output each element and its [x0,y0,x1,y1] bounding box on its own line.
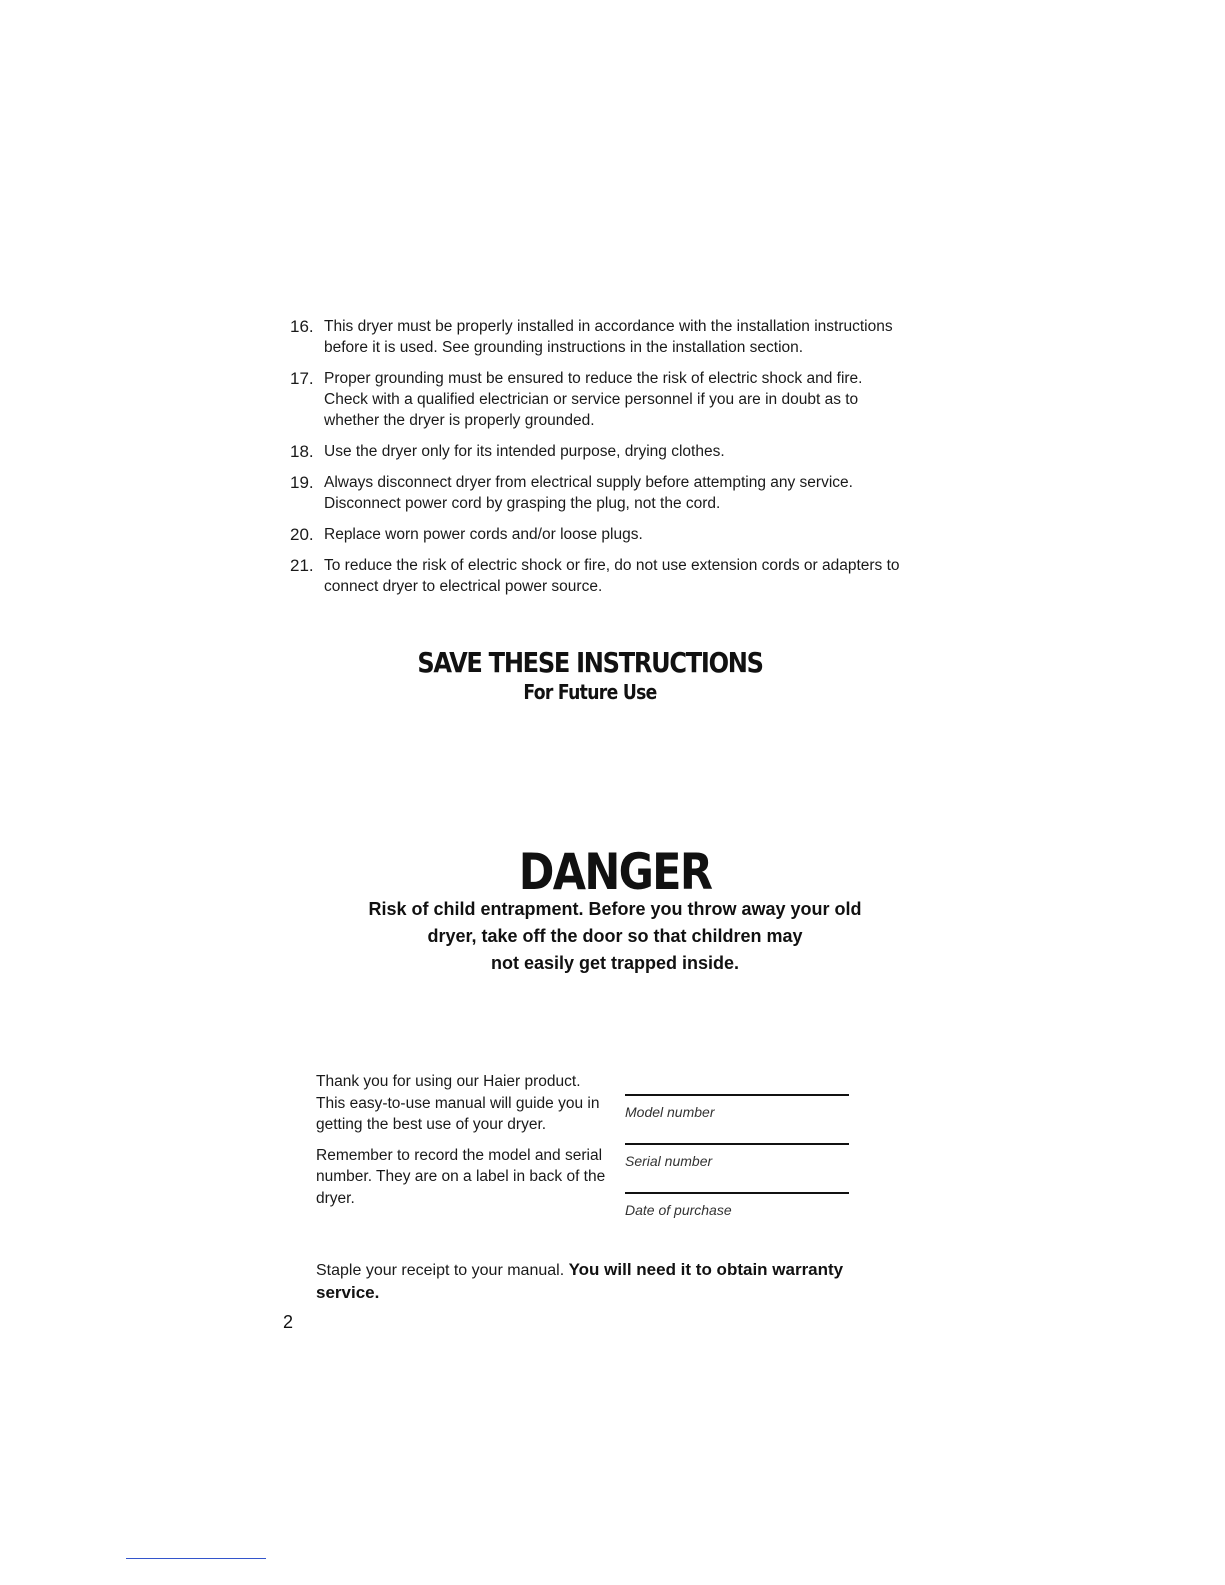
date-of-purchase-label: Date of purchase [625,1202,732,1218]
safety-instructions-list [290,316,910,607]
receipt-note-text: Staple your receipt to your manual. [316,1262,565,1279]
instruction-number: 19. [290,473,314,492]
instruction-text: Proper grounding must be ensured to reduce the risk of electric shock and fire. Check with a qualified electrician or service personnel if you are in doubt as to whether the dryer is properly grounded. [324,370,863,429]
danger-warning-text [300,896,930,977]
instruction-item [290,524,910,545]
thank-you-block [316,1071,606,1218]
date-of-purchase-field [625,1192,849,1241]
instruction-item [290,316,910,358]
save-instructions-title: SAVE THESE INSTRUCTIONS [417,646,763,679]
page-number: 2 [283,1312,294,1332]
save-instructions-block [290,646,890,704]
model-number-label: Model number [625,1104,715,1120]
instruction-number: 20. [290,525,314,544]
instruction-text: Always disconnect dryer from electrical supply before attempting any service. Disconnect power cord by grasping the plug, not the cord. [324,474,853,512]
instruction-item [290,441,910,462]
instruction-item [290,555,910,597]
instruction-text: To reduce the risk of electric shock or fire, do not use extension cords or adapters to connect dryer to electrical power source. [324,557,900,595]
receipt-note-emphasis: You will need it to obtain warranty service. [316,1260,844,1302]
danger-line: Risk of child entrapment. Before you throw away your old [368,899,862,919]
instruction-number: 17. [290,369,314,388]
instruction-text: Replace worn power cords and/or loose plugs. [324,526,643,543]
danger-line: dryer, take off the door so that children may [427,926,803,946]
instruction-item [290,368,910,431]
danger-line: not easily get trapped inside. [490,953,740,973]
save-instructions-subtitle: For Future Use [523,680,657,704]
footer-link-underline[interactable] [126,1557,266,1559]
instruction-number: 21. [290,556,314,575]
thank-you-paragraph: Thank you for using our Haier product. This easy-to-use manual will guide you in getting the best use of your dryer. [316,1073,600,1133]
danger-heading-block [290,842,940,902]
instruction-text: Use the dryer only for its intended purpose, drying clothes. [324,443,725,460]
instruction-number: 16. [290,317,314,336]
record-reminder-paragraph: Remember to record the model and serial number. They are on a label in back of the dryer. [316,1146,606,1207]
record-fields [625,1094,849,1241]
instruction-number: 18. [290,442,314,461]
receipt-note [316,1259,876,1305]
serial-number-label: Serial number [625,1153,713,1169]
danger-title: DANGER [518,843,712,901]
instruction-item [290,472,910,514]
instruction-text: This dryer must be properly installed in accordance with the installation instructions before it is used. See grounding instructions in the installation section. [324,318,893,356]
serial-number-field [625,1143,849,1192]
model-number-field [625,1094,849,1143]
